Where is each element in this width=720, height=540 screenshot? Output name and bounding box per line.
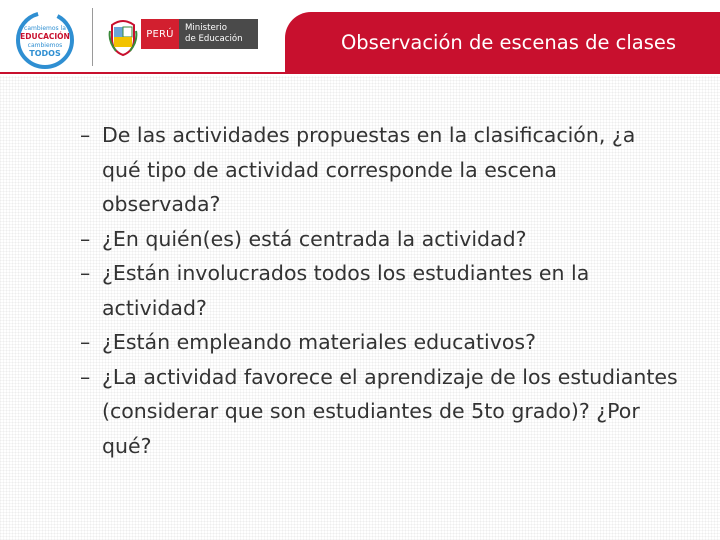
campaign-logo — [12, 10, 78, 70]
ministry-label — [179, 19, 258, 49]
peru-shield-icon — [108, 17, 138, 57]
logo-divider — [92, 8, 93, 66]
campaign-logo-line1: cambiemos la — [24, 25, 66, 32]
question-text: ¿Están empleando materiales educativos? — [102, 330, 536, 354]
dash-bullet: – — [80, 261, 91, 285]
question-item — [80, 325, 680, 360]
peru-label: PERÚ — [141, 19, 179, 49]
question-text: ¿Están involucrados todos los estudiantes en la actividad? — [102, 261, 590, 320]
dash-bullet: – — [80, 226, 91, 251]
campaign-logo-line3: cambiemos — [27, 42, 63, 49]
question-item — [80, 118, 680, 222]
question-text: De las actividades propuestas en la clasificación, ¿a qué tipo de actividad corresponde la escena observada? — [102, 123, 636, 216]
ministry-line1: Ministerio — [185, 23, 227, 33]
dash-bullet: – — [80, 123, 91, 147]
ministry-line2: de Educación — [185, 34, 243, 44]
title-banner — [285, 12, 720, 72]
campaign-logo-line2: EDUCACIÓN — [20, 32, 70, 41]
question-list — [80, 118, 680, 463]
question-item — [80, 222, 680, 257]
dash-bullet: – — [80, 364, 91, 389]
question-text: ¿La actividad favorece el aprendizaje de los estudiantes (considerar que son estudiantes de 5to grado)? ¿Por qué? — [102, 364, 678, 458]
question-item — [80, 256, 680, 325]
campaign-logo-line4: TODOS — [29, 49, 61, 58]
question-item — [80, 360, 680, 464]
header-divider-line — [0, 72, 720, 74]
slide-title: Observación de escenas de clases — [340, 30, 677, 54]
dash-bullet: – — [80, 330, 91, 354]
slide-header — [0, 0, 720, 76]
question-text: ¿En quién(es) está centrada la actividad? — [102, 226, 527, 251]
